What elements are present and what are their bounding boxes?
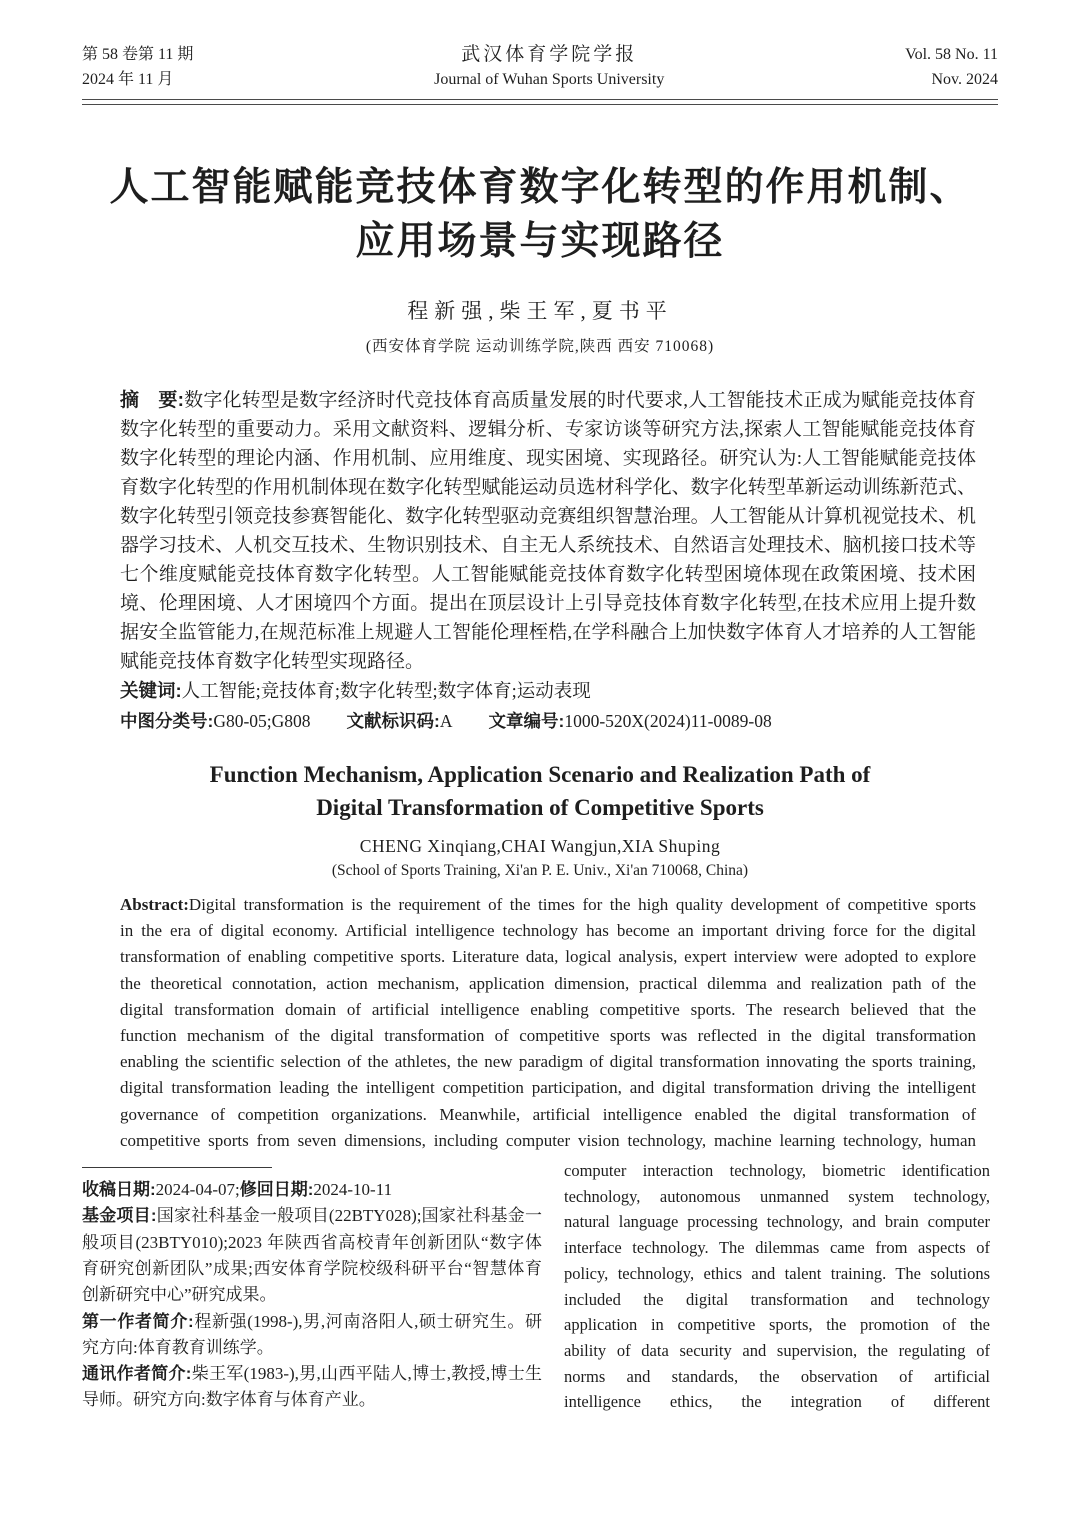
article-title-cn-line2: 应用场景与实现路径 bbox=[355, 220, 725, 263]
footnote-fund-project bbox=[82, 1203, 542, 1308]
article-title-en-line2: Digital Transformation of Competitive Sports bbox=[316, 795, 764, 820]
article-title-en bbox=[82, 758, 998, 824]
first-author-label: 第一作者简介: bbox=[82, 1311, 194, 1331]
abstract-en bbox=[120, 892, 976, 1154]
article-title-cn-line1: 人工智能赋能竞技体育数字化转型的作用机制、 bbox=[109, 166, 971, 209]
journal-name-en: Journal of Wuhan Sports University bbox=[434, 71, 665, 88]
keywords-text: 人工智能;竞技体育;数字化转型;数字体育;运动表现 bbox=[181, 682, 591, 702]
affiliation-cn: (西安体育学院 运动训练学院,陕西 西安 710068) bbox=[365, 338, 715, 355]
affiliation-en: (School of Sports Training, Xi'an P. E. Univ., Xi'an 710068, China) bbox=[331, 862, 749, 879]
footnote-first-author bbox=[82, 1309, 542, 1362]
journal-header bbox=[82, 42, 998, 92]
abstract-en-label: Abstract: bbox=[120, 895, 189, 914]
journal-issue-info-en bbox=[905, 42, 998, 92]
corresponding-author-text: 柴王军(1983-),男,山西平陆人,博士,教授,博士生导师。研究方向:数字体育与体育产业。 bbox=[82, 1364, 542, 1410]
classification-line bbox=[120, 707, 976, 736]
abstract-en-continuation: computer interaction technology, biometric identification technology, autonomous unmanned system technology, natural language processing technology, and brain computer interface technology. The dilemmas came from aspects of policy, technology, ethics and talent training. The solutions included the digital transformation and technology application in competitive sports, the promotion of the ability of data security and supervision, the regulating of norms and standards, the observation of artificial intelligence ethics, the integration of different bbox=[564, 1161, 990, 1412]
article-title-cn bbox=[82, 161, 998, 269]
authors-en: CHENG Xinqiang,CHAI Wangjun,XIA Shuping bbox=[359, 836, 721, 856]
document-code-label: 文献标识码: bbox=[346, 711, 440, 731]
header-double-rule bbox=[82, 99, 998, 105]
journal-issue-info bbox=[82, 42, 193, 92]
clc-label: 中图分类号: bbox=[120, 711, 214, 731]
journal-name-cn: 武汉体育学院学报 bbox=[461, 44, 638, 65]
corresponding-author-label: 通讯作者简介: bbox=[82, 1364, 192, 1384]
footnote-received-dates bbox=[82, 1177, 542, 1203]
footnote-corresponding-author bbox=[82, 1361, 542, 1414]
footnote-separator-rule bbox=[82, 1167, 272, 1168]
volume-issue-cn: 第 58 卷第 11 期 bbox=[82, 46, 194, 63]
article-id-value: 1000-520X(2024)11-0089-08 bbox=[564, 711, 772, 731]
english-abstract-section bbox=[120, 892, 976, 1154]
volume-issue-en: Vol. 58 No. 11 bbox=[905, 46, 998, 63]
abstract-en-text: Digital transformation is the requirement of the times for the high quality development of competitive sports in the era of digital economy. Artificial intelligence technology has become an important driving force for the digital transformation of enabling competitive sports. Literature data, logical analysis, expert interview were adopted to explore the theoretical connotation, action mechanism, application dimension, practical dilemma and realization path of the digital transformation domain of artificial intelligence enabling competitive sports. The research believed that the function mechanism of the digital transformation of competitive sports was reflected in the digital transformation enabling the scientific selection of the athletes, the new paradigm of digital transformation innovating the sports training, digital transformation leading the intelligent competition participation, and digital transformation driving the intelligent governance of competition organizations. Meanwhile, artificial intelligence enabled the digital transformation of competitive sports from seven dimensions, including computer vision technology, machine learning technology, human bbox=[120, 895, 976, 1150]
fund-label: 基金项目: bbox=[82, 1206, 157, 1226]
received-date-label: 收稿日期: bbox=[82, 1180, 156, 1200]
article-id-label: 文章编号: bbox=[488, 711, 565, 731]
journal-name bbox=[193, 42, 905, 92]
keywords-line bbox=[120, 676, 976, 707]
issue-date-en: Nov. 2024 bbox=[931, 71, 998, 88]
issue-date-cn: 2024 年 11 月 bbox=[82, 71, 174, 88]
revised-date-value: 2024-10-11 bbox=[313, 1180, 393, 1200]
chinese-abstract-section bbox=[120, 386, 976, 736]
received-date-value: 2024-04-07; bbox=[155, 1180, 240, 1200]
footnotes-block bbox=[82, 1158, 542, 1415]
revised-date-label: 修回日期: bbox=[239, 1180, 314, 1200]
abstract-cn-label: 摘 要: bbox=[120, 390, 184, 411]
first-author-text: 程新强(1998-),男,河南洛阳人,硕士研究生。研究方向:体育教育训练学。 bbox=[82, 1311, 543, 1357]
article-title-en-line1: Function Mechanism, Application Scenario and Realization Path of bbox=[209, 762, 871, 787]
document-code-value: A bbox=[439, 711, 453, 731]
abstract-cn-text: 数字化转型是数字经济时代竞技体育高质量发展的时代要求,人工智能技术正成为赋能竞技体育数字化转型的重要动力。采用文献资料、逻辑分析、专家访谈等研究方法,探索人工智能赋能竞技体育数字化转型的理论内涵、作用机制、应用维度、现实困境、实现路径。研究认为:人工智能赋能竞技体育数字化转型的作用机制体现在数字化转型赋能运动员选材科学化、数字化转型革新运动训练新范式、数字化转型引领竞技参赛智能化、数字化转型驱动竞赛组织智慧治理。人工智能从计算机视觉技术、机器学习技术、人机交互技术、生物识别技术、自主无人系统技术、自然语言处理技术、脑机接口技术等七个维度赋能竞技体育数字化转型。人工智能赋能竞技体育数字化转型困境体现在政策困境、技术困境、伦理困境、人才困境四个方面。提出在顶层设计上引导竞技体育数字化转型,在技术应用上提升数据安全监管能力,在规范标准上规避人工智能伦理桎梏,在学科融合上加快数字体育人才培养的人工智能赋能竞技体育数字化转型实现路径。 bbox=[120, 390, 976, 672]
clc-value: G80-05;G808 bbox=[213, 711, 311, 731]
fund-text: 国家社科基金一般项目(22BTY028);国家社科基金一般项目(23BTY010);2023 年陕西省高校青年创新团队“数字体育研究创新团队”成果;西安体育学院校级科研平台“智慧体育创新研究中心”研究成果。 bbox=[82, 1206, 542, 1305]
abstract-cn bbox=[120, 386, 976, 676]
authors-cn: 程新强,柴王军,夏书平 bbox=[407, 299, 673, 323]
keywords-label: 关键词: bbox=[120, 680, 182, 701]
bottom-two-column-area bbox=[82, 1158, 998, 1415]
